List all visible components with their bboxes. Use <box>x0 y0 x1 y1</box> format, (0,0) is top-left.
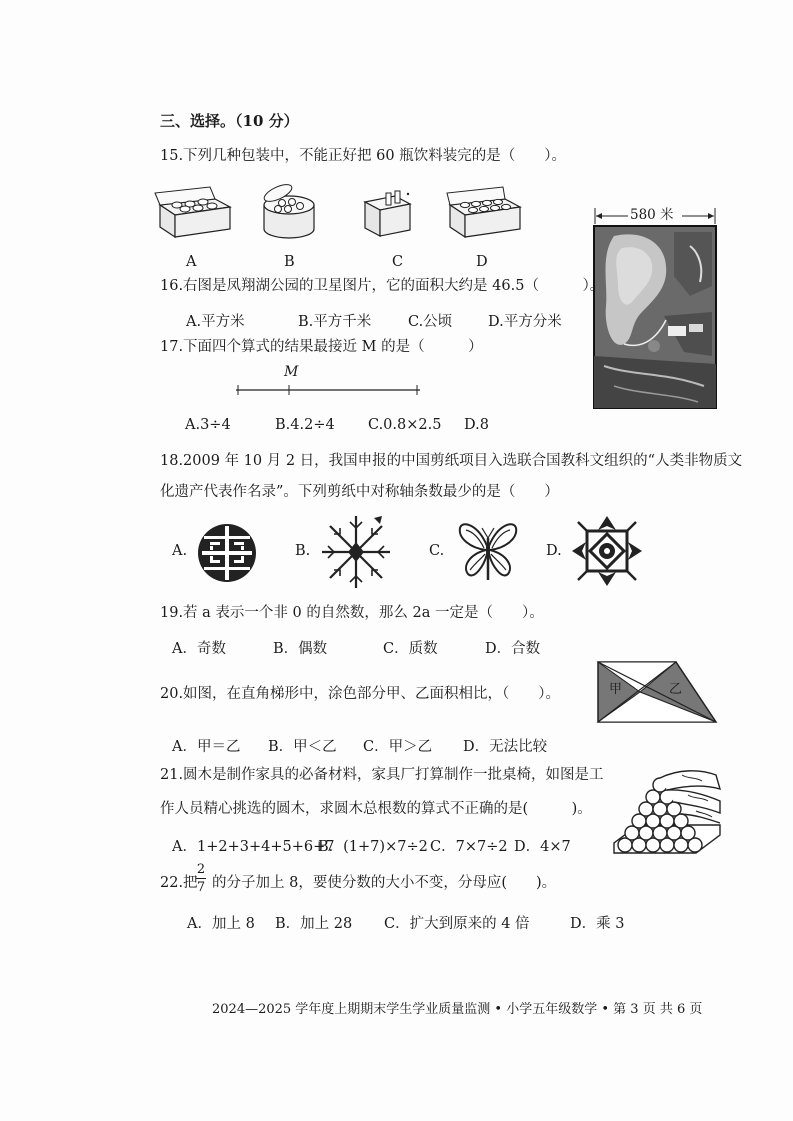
papercut-butterfly-icon <box>456 518 520 582</box>
q22-stem-suffix: 的分子加上 8，要使分数的大小不变，分母应( )。 <box>212 875 557 891</box>
papercut-double-happiness-icon <box>196 522 258 584</box>
number-line <box>236 383 420 397</box>
q21-option-b[interactable]: B．(1+7)×7÷2 <box>318 839 428 855</box>
q18-stem-line2: 化遗产代表作名录”。下列剪纸中对称轴条数最少的是（ ） <box>160 484 559 500</box>
package-box-a-icon <box>155 185 235 240</box>
map-width-label: 580 米 <box>630 207 674 223</box>
q22-option-d[interactable]: D．乘 3 <box>570 916 625 932</box>
q22-stem-prefix: 22.把 <box>160 875 198 891</box>
package-small-box-c-icon <box>360 188 422 240</box>
q19-option-a[interactable]: A．奇数 <box>172 641 226 657</box>
q18-option-c[interactable]: C. <box>429 543 445 559</box>
papercut-snowflake-icon <box>320 514 392 590</box>
package-cylinder-b-icon <box>258 183 320 241</box>
page-footer: 2024—2025 学年度上期期末学生学业质量监测 • 小学五年级数学 • 第 3 页 共 6 页 <box>212 1002 703 1017</box>
q20-stem: 20.如图，在直角梯形中，涂色部分甲、乙面积相比，（ ）。 <box>160 686 561 702</box>
q16-option-d[interactable]: D.平方分米 <box>488 314 562 330</box>
q19-stem: 19.若 a 表示一个非 0 的自然数，那么 2a 一定是（ ）。 <box>160 605 544 621</box>
q15-option-d[interactable]: D <box>476 254 488 270</box>
q21-stem-line1: 21.圆木是制作家具的必备材料，家具厂打算制作一批桌椅，如图是工 <box>160 767 604 783</box>
q17-option-d[interactable]: D.8 <box>464 417 489 433</box>
q18-stem-line1: 18.2009 年 10 月 2 日，我国申报的中国剪纸项目入选联合国教科文组织的“人类非物质文 <box>160 453 743 469</box>
q22-option-a[interactable]: A．加上 8 <box>187 916 255 932</box>
papercut-knot-icon <box>570 514 644 588</box>
q21-option-c[interactable]: C．7×7÷2 <box>430 839 508 855</box>
q17-option-a[interactable]: A.3÷4 <box>185 417 231 433</box>
trapezoid-label-jia: 甲 <box>609 682 623 697</box>
q15-option-a[interactable]: A <box>186 254 197 270</box>
q17-marker-label: M <box>284 364 299 380</box>
q22-fraction <box>196 863 206 894</box>
satellite-map-image <box>594 226 716 408</box>
q15-option-b[interactable]: B <box>284 254 295 270</box>
q17-option-b[interactable]: B.4.2÷4 <box>275 417 335 433</box>
trapezoid-label-yi: 乙 <box>669 682 683 697</box>
q16-option-c[interactable]: C.公顷 <box>408 314 453 330</box>
section-title: 三、选择。（10 分） <box>160 112 299 130</box>
q15-option-c[interactable]: C <box>392 254 404 270</box>
q18-option-d[interactable]: D. <box>546 543 562 559</box>
q17-stem: 17.下面四个算式的结果最接近 M 的是（ ） <box>160 339 483 355</box>
q21-stem-line2: 作人员精心挑选的圆木，求圆木总根数的算式不正确的是( )。 <box>160 801 592 817</box>
package-box-d-icon <box>445 187 525 242</box>
q19-option-d[interactable]: D．合数 <box>485 641 541 657</box>
q22-fraction-denominator: 7 <box>196 880 206 895</box>
q16-option-b[interactable]: B.平方千米 <box>298 314 372 330</box>
q16-stem: 16.右图是凤翔湖公园的卫星图片，它的面积大约是 46.5（ ）。 <box>160 278 605 294</box>
q21-option-d[interactable]: D．4×7 <box>514 839 571 855</box>
q20-option-b[interactable]: B．甲＜乙 <box>268 739 337 755</box>
q17-option-c[interactable]: C.0.8×2.5 <box>368 417 442 433</box>
q16-option-a[interactable]: A.平方米 <box>186 314 245 330</box>
q20-option-a[interactable]: A．甲＝乙 <box>172 739 241 755</box>
q19-option-b[interactable]: B．偶数 <box>273 641 328 657</box>
q22-option-b[interactable]: B．加上 28 <box>275 916 353 932</box>
q21-option-a[interactable]: A．1+2+3+4+5+6+7 <box>172 839 335 855</box>
q19-option-c[interactable]: C．质数 <box>383 641 438 657</box>
q20-option-d[interactable]: D．无法比较 <box>463 739 548 755</box>
q20-option-c[interactable]: C．甲＞乙 <box>363 739 433 755</box>
q22-fraction-numerator: 2 <box>196 862 206 877</box>
q22-option-c[interactable]: C．扩大到原来的 4 倍 <box>384 916 530 932</box>
log-pile-figure <box>608 755 726 857</box>
q18-option-b[interactable]: B. <box>295 543 311 559</box>
q18-option-a[interactable]: A. <box>172 543 188 559</box>
q15-stem: 15.下列几种包装中，不能正好把 60 瓶饮料装完的是（ ）。 <box>160 148 566 164</box>
